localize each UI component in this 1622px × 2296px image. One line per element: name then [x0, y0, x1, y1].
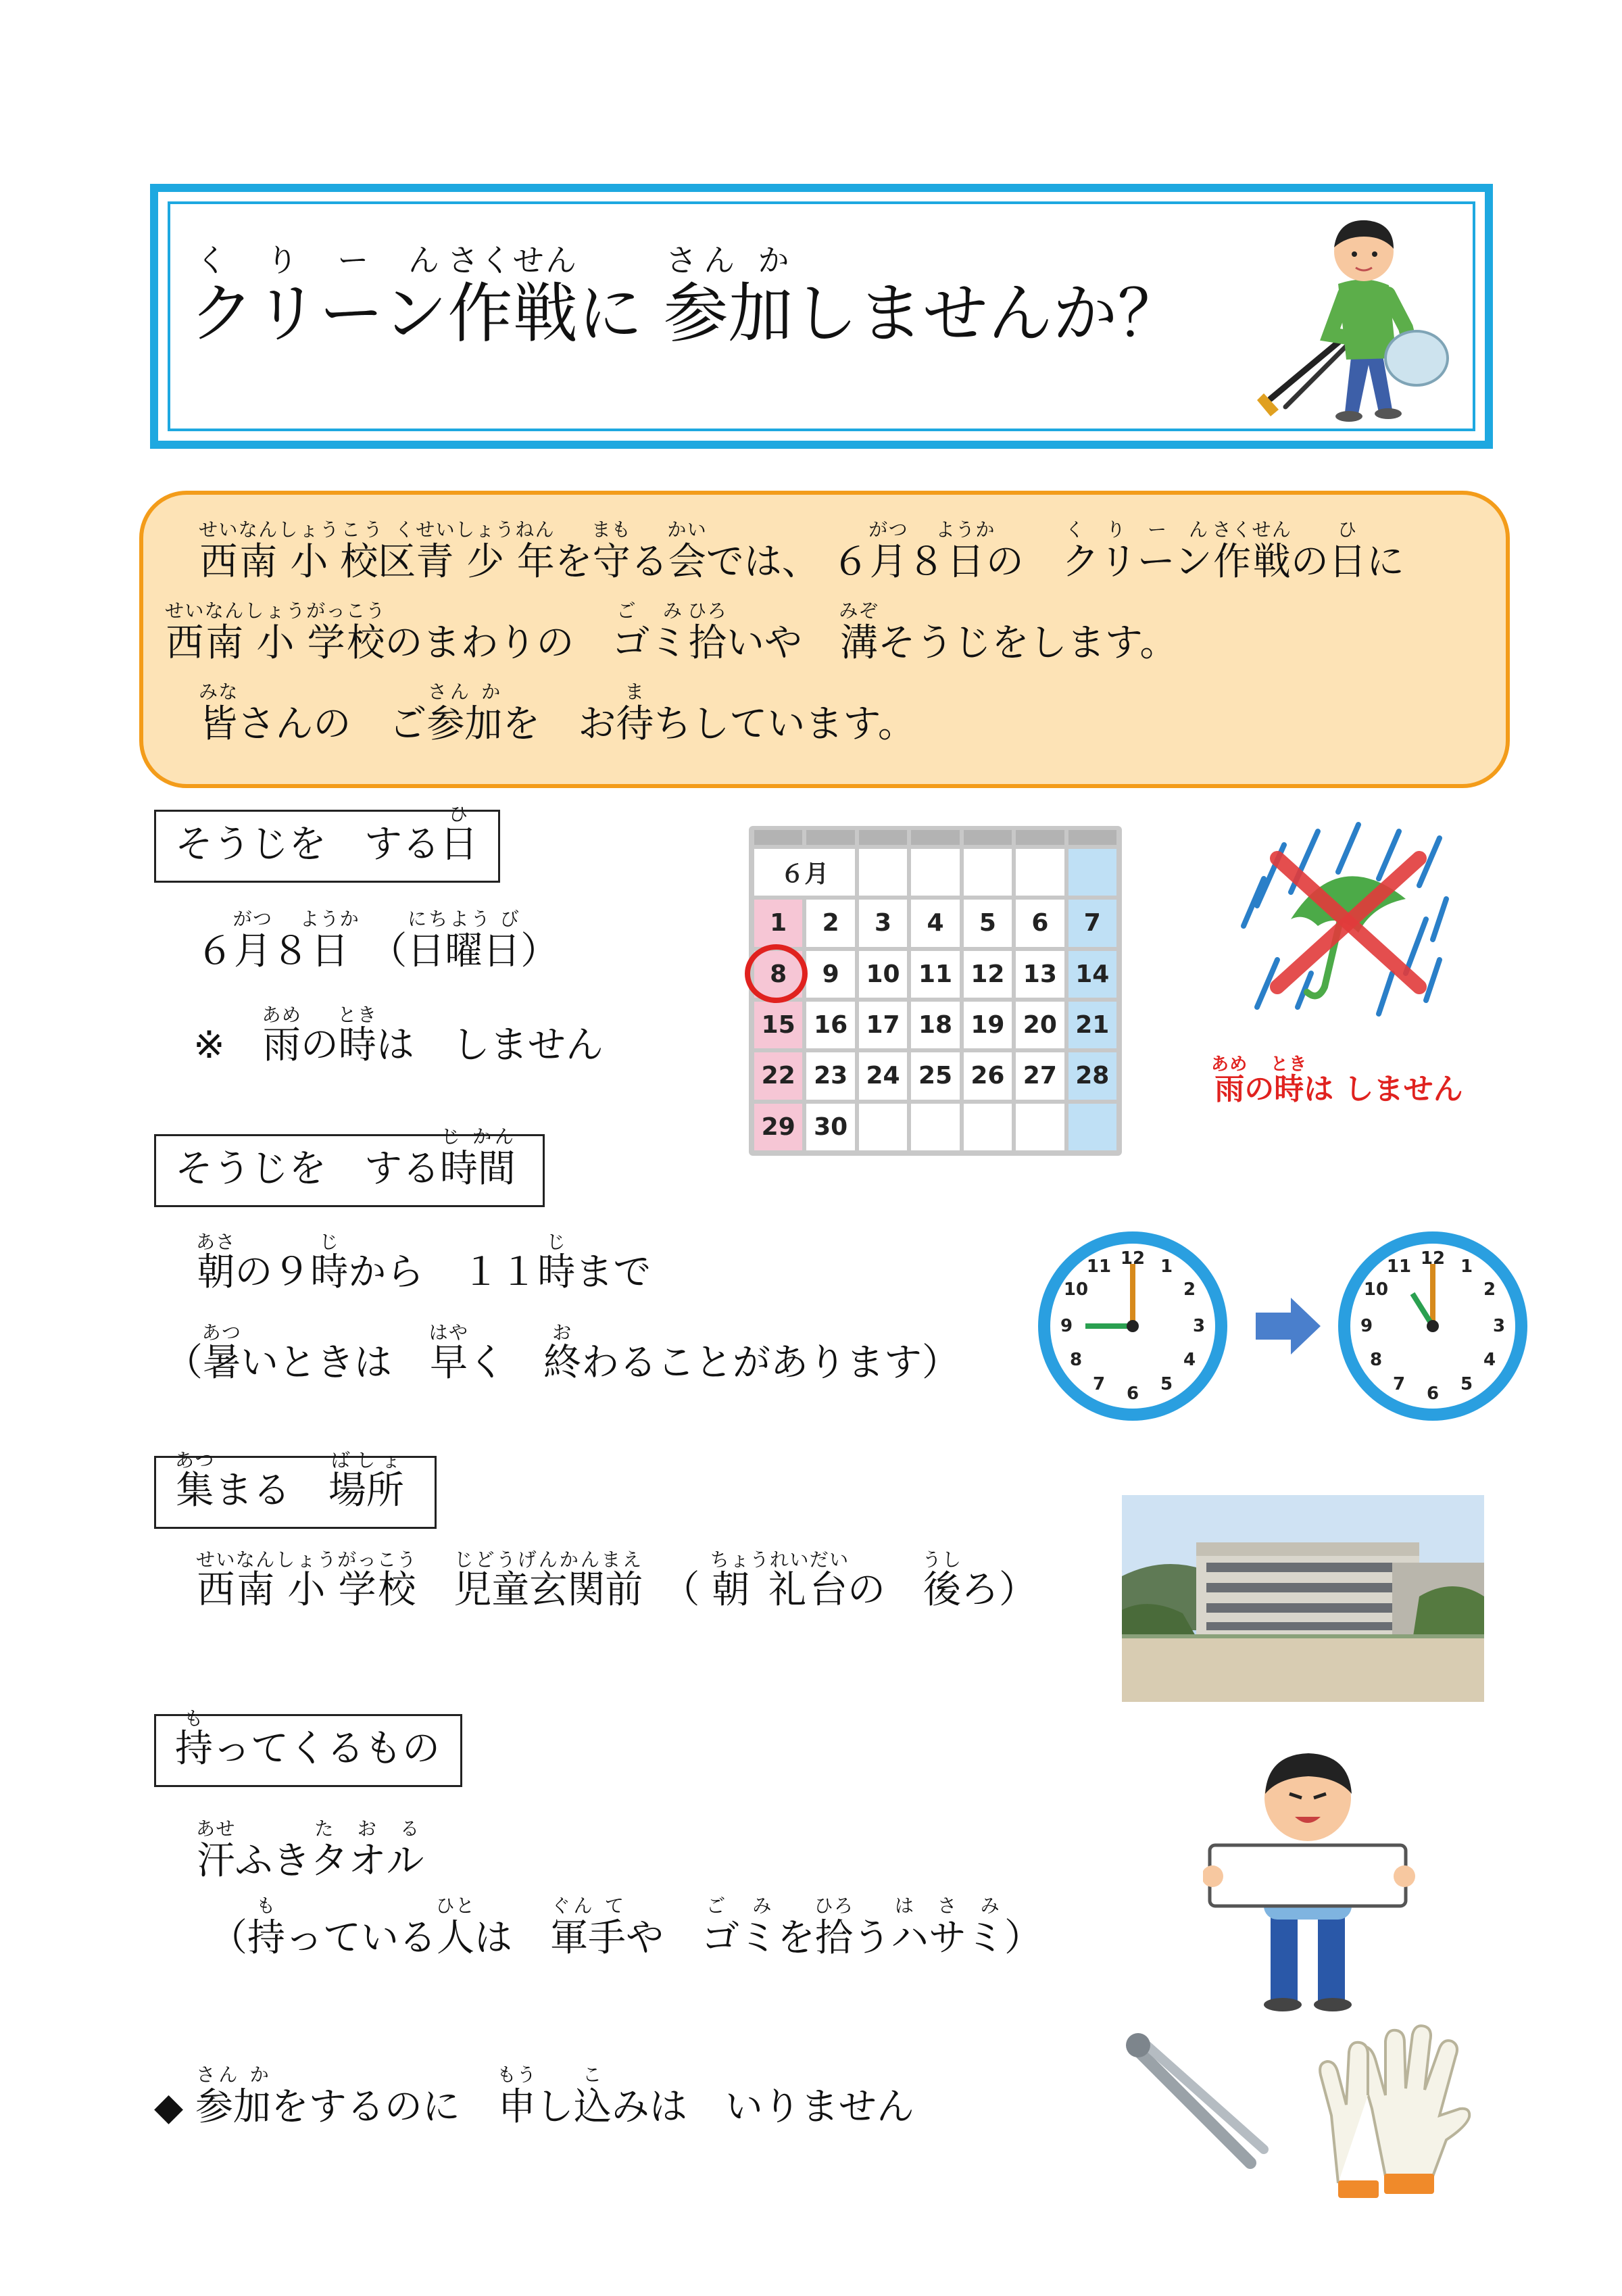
text-segment: ８: [272, 929, 310, 973]
calendar-header-band: [911, 830, 959, 845]
calendar-day: 9: [806, 951, 854, 998]
text-segment: ちしています。: [654, 702, 916, 746]
calendar-day: 15: [754, 1002, 802, 1048]
text-segment: そうじを する: [175, 1147, 440, 1192]
text-segment: ※: [193, 1023, 263, 1067]
intro-line-2: [165, 600, 1177, 674]
text-segment: は しません: [376, 1023, 604, 1067]
svg-text:1: 1: [1160, 1256, 1173, 1277]
cleaning-man-illustration: [1244, 210, 1460, 433]
ruby-segment: 参加さん か: [195, 2063, 271, 2129]
ruby-segment: 校区こう く: [340, 518, 416, 584]
meeting-place: [196, 1549, 1037, 1621]
heading-cleaning-day: [154, 803, 500, 883]
ruby-segment: ゴミご み: [612, 600, 688, 665]
intro-line-3: [199, 681, 916, 755]
calendar-day: 12: [964, 951, 1012, 998]
calendar-day: 25: [911, 1052, 959, 1099]
calendar-day: 8: [754, 951, 802, 998]
text-segment: ろ）: [961, 1568, 1037, 1612]
calendar-day: 29: [754, 1104, 802, 1150]
text-segment: し: [535, 2085, 574, 2129]
text-segment: さんの ご: [237, 702, 427, 746]
text-segment: いや: [726, 621, 840, 665]
text-segment: まで: [575, 1250, 652, 1294]
cleaning-time: [196, 1231, 651, 1303]
calendar-day: 3: [859, 900, 907, 946]
boy-holding-sign-illustration: [1203, 1744, 1419, 2014]
ruby-segment: 守まも: [591, 518, 632, 584]
text-segment: に: [578, 276, 664, 351]
text-segment: まる: [214, 1469, 328, 1513]
ruby-segment: 終お: [543, 1321, 581, 1385]
text-segment: わることがあります）: [581, 1341, 960, 1385]
calendar-header-band: [1016, 830, 1064, 845]
ruby-segment: 汗あせ: [196, 1817, 236, 1883]
ruby-segment: 参加さん か: [663, 242, 793, 351]
gloves-icon: [1311, 2014, 1500, 2210]
calendar-day: 22: [754, 1052, 802, 1099]
text-segment: を お: [502, 702, 616, 746]
ruby-segment: 拾ひろ: [687, 600, 728, 665]
ruby-segment: クリーンく り ー ん: [189, 242, 448, 351]
svg-text:2: 2: [1183, 1279, 1196, 1300]
ruby-segment: 時じ: [537, 1231, 576, 1294]
ruby-segment: 雨あめ: [262, 1004, 302, 1067]
ruby-segment: 作戦さくせん: [447, 242, 579, 351]
text-segment: みは いりません: [611, 2085, 914, 2129]
ruby-segment: 皆みな: [199, 681, 239, 746]
text-segment: る: [630, 540, 668, 584]
ruby-segment: 早はや: [428, 1321, 469, 1385]
calendar-day: 18: [911, 1002, 959, 1048]
svg-text:7: 7: [1392, 1374, 1406, 1394]
ruby-segment: 持も: [175, 1707, 213, 1772]
ruby-segment: 西南せいなん: [165, 600, 245, 665]
calendar-day: 20: [1016, 1002, 1064, 1048]
calendar-day: 26: [964, 1052, 1012, 1099]
no-registration-note: [154, 2064, 914, 2138]
text-segment: は しません: [1304, 1072, 1463, 1106]
calendar-day: 30: [806, 1104, 854, 1150]
ruby-segment: 溝みぞ: [839, 600, 879, 665]
ruby-segment: 西南せいなん: [199, 518, 278, 584]
ruby-segment: 日ひ: [1328, 518, 1367, 584]
calendar-empty-cell: [1016, 849, 1064, 896]
text-segment: の: [985, 540, 1062, 584]
text-segment: をするのに: [270, 2085, 498, 2129]
ruby-segment: 青 少 年せいしょうねん: [416, 518, 556, 584]
clock-icon-9: [1038, 1231, 1227, 1421]
calendar-empty-cell: [859, 1104, 907, 1150]
text-segment: そうじをします。: [877, 621, 1178, 665]
calendar-day: 13: [1016, 951, 1064, 998]
ruby-segment: 時とき: [1271, 1054, 1308, 1106]
text-segment: （: [643, 1568, 712, 1612]
svg-text:8: 8: [1369, 1350, 1383, 1370]
text-segment: に: [1366, 540, 1404, 584]
text-segment: ６: [196, 929, 234, 973]
ruby-segment: 小 しょう: [278, 518, 341, 584]
calendar-empty-cell: [1068, 1104, 1116, 1150]
svg-text:5: 5: [1160, 1374, 1173, 1394]
calendar-empty-cell: [964, 849, 1012, 896]
svg-text:10: 10: [1363, 1279, 1389, 1300]
text-segment: の９: [235, 1250, 311, 1294]
ruby-segment: 申もう: [497, 2063, 537, 2129]
calendar-day: 2: [806, 900, 854, 946]
ruby-segment: 学校がっこう: [306, 600, 386, 665]
ruby-segment: 日曜日にちよう び: [407, 908, 521, 973]
text-segment: く: [468, 1341, 543, 1385]
ruby-segment: 学校がっこう: [337, 1548, 417, 1612]
ruby-segment: 待ま: [616, 681, 654, 746]
text-segment: や: [626, 1916, 702, 1960]
ruby-segment: クリーンく り ー ん: [1061, 518, 1212, 584]
tongs-icon: [1115, 2028, 1277, 2190]
ruby-segment: 作戦さくせん: [1212, 518, 1292, 584]
heat-note: [165, 1322, 960, 1394]
ruby-segment: 月がつ: [868, 518, 909, 584]
towel-item: [196, 1818, 424, 1892]
text-segment: ってくるもの: [213, 1727, 440, 1772]
calendar-day: 27: [1016, 1052, 1064, 1099]
calendar-month-label: ６月: [754, 849, 855, 896]
heading-meeting-place: [154, 1449, 437, 1529]
rain-umbrella-prohibited-icon: [1237, 818, 1460, 1021]
cleaning-date: [196, 908, 558, 982]
text-segment: では、 ６: [706, 540, 870, 584]
calendar-day: 11: [911, 951, 959, 998]
ruby-segment: 後うし: [922, 1548, 962, 1612]
text-segment: の: [1290, 540, 1329, 584]
ruby-segment: 日ようか: [300, 908, 360, 973]
svg-text:12: 12: [1120, 1248, 1146, 1269]
text-segment: そうじを する: [175, 823, 440, 867]
highlight-circle: [745, 944, 808, 1003]
text-segment: しませんか？: [793, 276, 1183, 351]
calendar-header-band: [754, 830, 802, 845]
ruby-segment: ハサミは さ み: [891, 1895, 1004, 1960]
text-segment: を: [777, 1916, 815, 1960]
ruby-segment: 参加さん か: [426, 681, 503, 746]
svg-text:7: 7: [1092, 1374, 1106, 1394]
calendar-day: 7: [1068, 900, 1116, 946]
text-segment: の: [847, 1568, 924, 1612]
ruby-segment: 持も: [247, 1895, 285, 1960]
text-segment: （: [350, 929, 408, 973]
ruby-segment: ゴミご み: [702, 1895, 777, 1960]
calendar-header-band: [806, 830, 854, 845]
june-calendar: [749, 826, 1122, 1156]
text-segment: （: [165, 1341, 203, 1385]
ruby-segment: 朝あさ: [196, 1231, 236, 1294]
calendar-header-band: [1068, 830, 1116, 845]
calendar-day: 5: [964, 900, 1012, 946]
text-segment: っている: [285, 1916, 437, 1960]
calendar-empty-cell: [911, 849, 959, 896]
page-title: [189, 243, 1183, 369]
calendar-day: 1: [754, 900, 802, 946]
text-segment: （: [210, 1916, 247, 1960]
ruby-segment: 日ひ: [440, 803, 478, 867]
ruby-segment: 込こ: [573, 2063, 612, 2129]
calendar-empty-cell: [964, 1104, 1012, 1150]
ruby-segment: 場所ばしょ: [328, 1449, 404, 1513]
text-segment: [416, 1568, 453, 1612]
calendar-empty-cell: [911, 1104, 959, 1150]
calendar-empty-cell: [1016, 1104, 1064, 1150]
text-segment: いときは: [241, 1341, 430, 1385]
ruby-segment: 会かい: [667, 518, 708, 584]
svg-text:12: 12: [1420, 1248, 1446, 1269]
calendar-header-band: [859, 830, 907, 845]
calendar-day: 16: [806, 1002, 854, 1048]
calendar-day: 21: [1068, 1002, 1116, 1048]
calendar-day: 24: [859, 1052, 907, 1099]
svg-text:8: 8: [1069, 1350, 1083, 1370]
ruby-segment: 集あつ: [175, 1449, 215, 1513]
text-segment: は: [474, 1916, 550, 1960]
calendar-header-band: [964, 830, 1012, 845]
ruby-segment: 軍手ぐん て: [550, 1895, 626, 1960]
svg-text:11: 11: [1086, 1256, 1112, 1277]
calendar-day: 23: [806, 1052, 854, 1099]
heading-things-to-bring: [154, 1707, 462, 1787]
svg-text:9: 9: [1360, 1316, 1373, 1336]
svg-text:1: 1: [1460, 1256, 1473, 1277]
svg-text:3: 3: [1192, 1316, 1206, 1336]
text-segment: ）: [1004, 1916, 1042, 1960]
calendar-empty-cell: [859, 849, 907, 896]
ruby-segment: 日ようか: [935, 518, 996, 584]
calendar-empty-cell: [1068, 849, 1116, 896]
ruby-segment: 人ひと: [435, 1895, 476, 1960]
ruby-segment: 時間じ かん: [440, 1125, 516, 1192]
svg-text:3: 3: [1492, 1316, 1506, 1336]
rain-note: [193, 1004, 604, 1076]
ruby-segment: 拾ひろ: [814, 1895, 854, 1960]
svg-text:9: 9: [1060, 1316, 1073, 1336]
ruby-segment: 西南せいなん: [196, 1548, 276, 1612]
text-segment: の: [300, 1023, 339, 1067]
ruby-segment: 時とき: [337, 1004, 378, 1067]
svg-text:4: 4: [1183, 1350, 1196, 1370]
gloves-tongs-note: [210, 1895, 1042, 1969]
text-segment: ふき: [235, 1839, 311, 1883]
svg-text:4: 4: [1483, 1350, 1496, 1370]
ruby-segment: 朝 礼台ちょうれいだい: [710, 1548, 850, 1612]
rain-caption: [1211, 1054, 1463, 1113]
text-segment: ８: [907, 540, 945, 584]
ruby-segment: 児童玄関前じどうげんかんまえ: [453, 1548, 643, 1612]
svg-text:11: 11: [1386, 1256, 1412, 1277]
text-segment: の: [1244, 1072, 1275, 1106]
calendar-day: 6: [1016, 900, 1064, 946]
text-segment: う: [853, 1916, 891, 1960]
calendar-day: 14: [1068, 951, 1116, 998]
text-segment: ◆: [154, 2085, 195, 2129]
ruby-segment: 雨あめ: [1211, 1054, 1248, 1106]
svg-text:6: 6: [1126, 1384, 1139, 1404]
text-segment: を: [554, 540, 593, 584]
intro-line-1: [199, 519, 1404, 593]
calendar-day: 28: [1068, 1052, 1116, 1099]
calendar-day: 10: [859, 951, 907, 998]
ruby-segment: タオルた お る: [310, 1817, 424, 1883]
ruby-segment: 小 しょう: [275, 1548, 338, 1612]
school-photo: [1122, 1495, 1484, 1702]
text-segment: ）: [520, 929, 559, 973]
text-segment: のまわりの: [385, 621, 612, 665]
svg-text:6: 6: [1426, 1384, 1440, 1404]
svg-text:10: 10: [1063, 1279, 1089, 1300]
ruby-segment: 時じ: [310, 1231, 349, 1294]
ruby-segment: 暑あつ: [201, 1321, 242, 1385]
ruby-segment: 小 しょう: [244, 600, 307, 665]
ruby-segment: 月がつ: [232, 908, 273, 973]
svg-text:5: 5: [1460, 1374, 1473, 1394]
svg-text:2: 2: [1483, 1279, 1496, 1300]
text-segment: から １１: [348, 1250, 538, 1294]
arrow-right-icon: [1256, 1298, 1321, 1354]
calendar-day: 19: [964, 1002, 1012, 1048]
calendar-day: 17: [859, 1002, 907, 1048]
calendar-day: 4: [911, 900, 959, 946]
clock-icon-11: [1338, 1231, 1527, 1421]
clock-illustration: [1033, 1225, 1533, 1434]
heading-cleaning-time: [154, 1125, 545, 1207]
